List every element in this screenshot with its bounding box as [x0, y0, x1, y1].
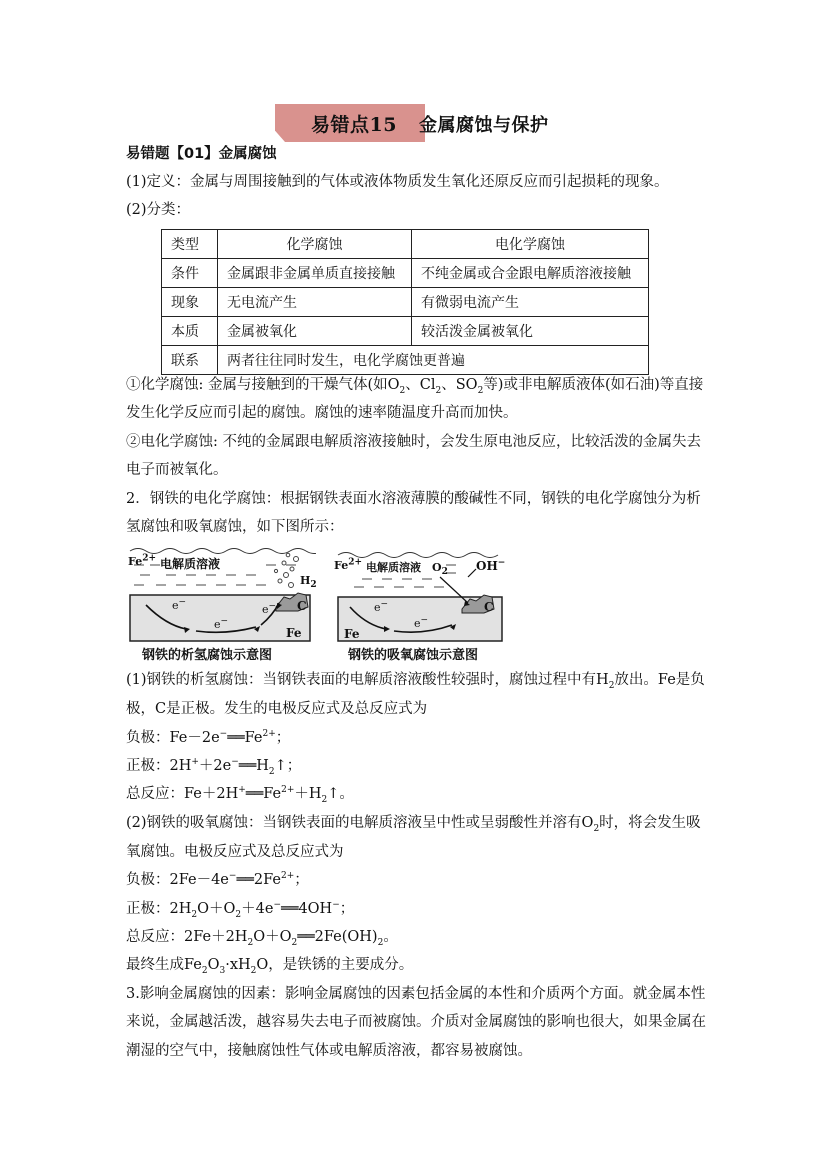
oxygen-corrosion-line1: (2)钢铁的吸氧腐蚀：当钢铁表面的电解质溶液呈中性或呈弱酸性并溶有$O_2$时，将会发生吸 [126, 815, 701, 834]
classification-label: (2)分类： [126, 202, 191, 218]
left-metal-label: Fe [286, 626, 302, 640]
table-row [162, 317, 649, 346]
chemical-corrosion-line1: ①化学腐蚀: 金属与接触到的干燥气体(如$O_2$、$Cl_2$、$SO_2$等)或非电解质液体(如石油)等直接 [126, 377, 704, 396]
hydrogen-corrosion-line2: 极，C是正极。发生的电极反应式及总反应式为 [126, 701, 428, 717]
left-electron-label-2: e− [214, 616, 229, 631]
right-cathode-label: C [484, 600, 494, 614]
right-hydroxide-label: OH− [476, 558, 506, 573]
factors-line1: 3.影响金属腐蚀的因素：影响金属腐蚀的因素包括金属的本性和介质两个方面。就金属本性 [126, 986, 706, 1002]
oxygen-corrosion-line2: 氧腐蚀。电极反应式及总反应式为 [126, 844, 344, 860]
table-cell: 本质 [162, 317, 218, 346]
left-hydrogen-label: $H_2$ [300, 574, 317, 591]
hydrogen-corrosion-line1: (1)钢铁的析氢腐蚀：当钢铁表面的电解质溶液酸性较强时，腐蚀过程中有$H_2$放出。Fe是负 [126, 672, 705, 691]
left-solution-label: 电解质溶液 [160, 557, 221, 571]
definition-text: (1)定义：金属与周围接触到的气体或液体物质发生氧化还原反应而引起损耗的现象。 [126, 174, 669, 190]
table-cell: 金属跟非金属单质直接接触 [218, 259, 412, 288]
table-header-cell: 电化学腐蚀 [412, 230, 649, 259]
table-header-row [162, 230, 649, 259]
table-cell: 条件 [162, 259, 218, 288]
steel-corrosion-line1: 2．钢铁的电化学腐蚀：根据钢铁表面水溶液薄膜的酸碱性不同，钢铁的电化学腐蚀分为析 [126, 491, 701, 507]
oxygen-negative-electrode: 负极：$2Fe-4e^-══2Fe^{2+}$； [126, 871, 309, 888]
factors-line2: 来说，金属越活泼，越容易失去电子而被腐蚀。介质对金属腐蚀的影响也很大，如果金属在 [126, 1014, 706, 1030]
left-electron-label-1: e− [172, 597, 187, 612]
table-cell: 有微弱电流产生 [412, 288, 649, 317]
electrochemical-corrosion-line1: ②电化学腐蚀: 不纯的金属跟电解质溶液接触时，会发生原电池反应，比较活泼的金属失去 [126, 434, 701, 450]
chemical-corrosion-line2: 发生化学反应而引起的腐蚀。腐蚀的速率随温度升高而加快。 [126, 405, 518, 421]
table-row [162, 346, 649, 375]
left-electron-label-3: e− [262, 601, 277, 616]
electrochemical-corrosion-line2: 电子而被氧化。 [126, 462, 228, 478]
table-header-cell: 化学腐蚀 [218, 230, 412, 259]
steel-corrosion-line2: 氢腐蚀和吸氧腐蚀，如下图所示： [126, 519, 344, 535]
table-cell: 无电流产生 [218, 288, 412, 317]
title-topic: 金属腐蚀与保护 [418, 115, 549, 136]
table-cell: 较活泼金属被氧化 [412, 317, 649, 346]
title-number: 易错点15 [311, 114, 397, 136]
corrosion-comparison-table [161, 229, 649, 375]
right-fe-ion-label: $Fe^{2+}$ [334, 557, 363, 572]
right-solution-label: 电解质溶液 [366, 561, 421, 574]
hydrogen-negative-electrode: 负极：$Fe-2e^-══Fe^{2+}$； [126, 729, 291, 746]
table-row [162, 259, 649, 288]
rust-formation-text: 最终生成$Fe_2O_3\cdot xH_2O$，是铁锈的主要成分。 [126, 957, 414, 976]
hydrogen-positive-electrode: 正极：$2H^++2e^-══H_2↑$； [126, 757, 302, 777]
hydrogen-corrosion-figure [126, 543, 316, 663]
oxygen-positive-electrode: 正极：$2H_2O+O_2+4e^-══4OH^-$； [126, 900, 355, 920]
table-cell: 联系 [162, 346, 218, 375]
right-oxygen-label: $O_2$ [432, 561, 448, 578]
right-metal-label: Fe [344, 627, 360, 641]
table-cell: 两者往往同时发生，电化学腐蚀更普遍 [218, 346, 649, 375]
right-figure-caption: 钢铁的吸氧腐蚀示意图 [348, 648, 479, 663]
table-cell: 金属被氧化 [218, 317, 412, 346]
hydrogen-total-reaction: 总反应：$Fe+2H^+══Fe^{2+}+H_2↑$。 [126, 785, 354, 805]
factors-line3: 潮湿的空气中，接触腐蚀性气体或电解质溶液，都容易被腐蚀。 [126, 1043, 532, 1059]
section-heading: 易错题【01】金属腐蚀 [126, 146, 277, 162]
table-header-cell: 类型 [162, 230, 218, 259]
oxygen-corrosion-figure [334, 543, 506, 663]
table-row [162, 288, 649, 317]
title-banner [275, 104, 577, 142]
left-cathode-label: C [297, 599, 307, 613]
table-cell: 现象 [162, 288, 218, 317]
left-fe-ion-label: $Fe^{2+}$ [128, 553, 157, 568]
right-electron-label-2: e− [414, 615, 429, 630]
table-cell: 不纯金属或合金跟电解质溶液接触 [412, 259, 649, 288]
right-electron-label-1: e− [374, 599, 389, 614]
oxygen-total-reaction: 总反应：$2Fe+2H_2O+O_2══2Fe(OH)_2$。 [126, 929, 398, 948]
left-figure-caption: 钢铁的析氢腐蚀示意图 [142, 648, 273, 663]
page-title [311, 110, 548, 137]
